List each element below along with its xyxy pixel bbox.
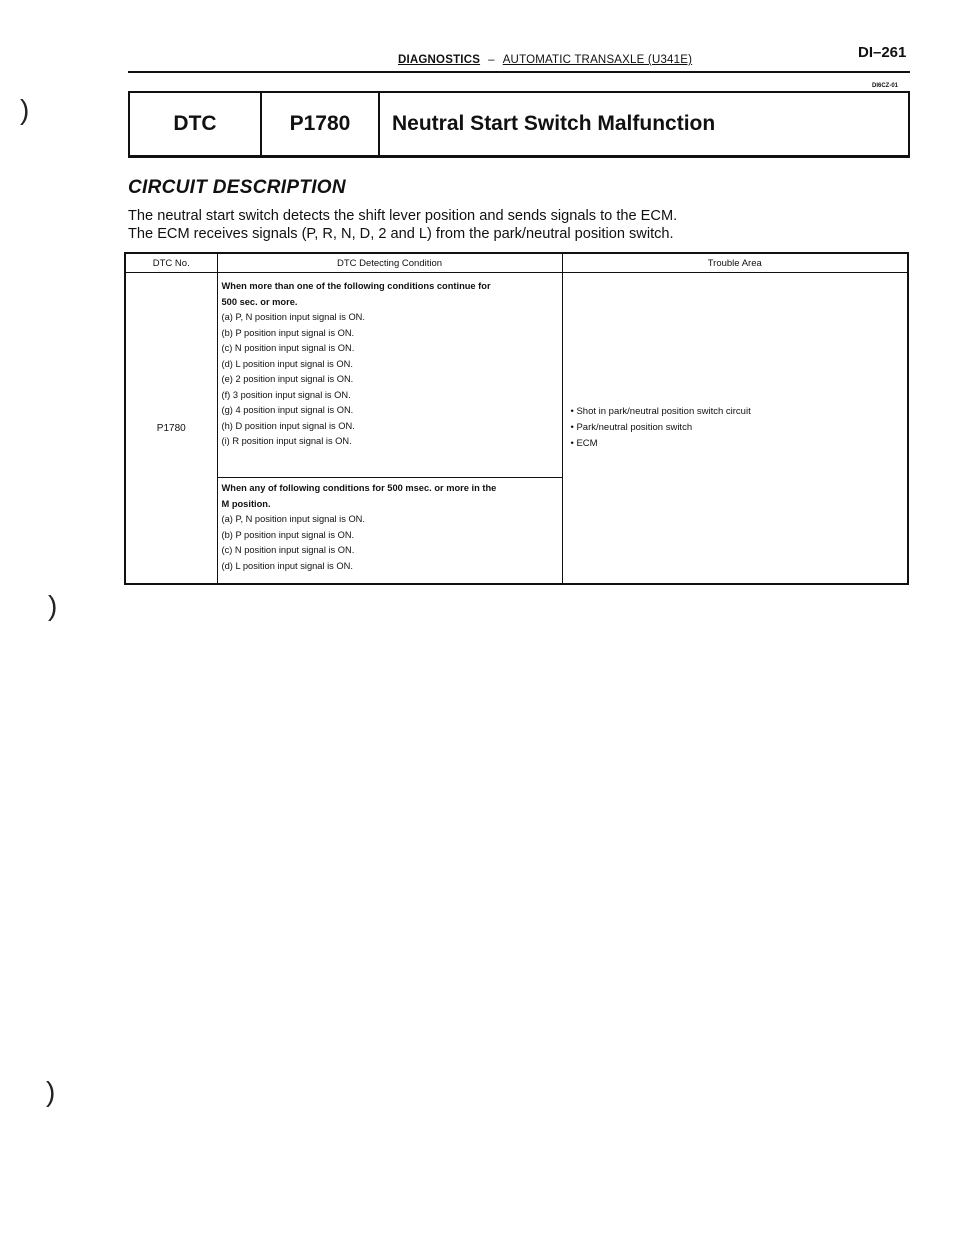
running-header [398,54,692,66]
condition-cell-1 [217,273,562,478]
condition-cell-2 [217,478,562,585]
header-subsystem: AUTOMATIC TRANSAXLE (U341E) [502,54,693,66]
dtc-label: DTC [130,93,262,155]
condition-line: When more than one of the following conditions continue for [221,281,491,291]
column-header-condition: DTC Detecting Condition [217,253,562,273]
condition-line: (a) P, N position input signal is ON. [221,312,365,322]
condition-line: (d) L position input signal is ON. [221,560,353,571]
trouble-area-item: • ECM [570,438,598,449]
header-section: DIAGNOSTICS [398,54,481,66]
description-line-2: The ECM receives signals (P, R, N, D, 2 and L) from the park/neutral position switch. [128,226,674,242]
condition-line: 500 sec. or more. [221,296,298,307]
description-line-1: The neutral start switch detects the shift lever position and sends signals to the ECM. [128,208,678,224]
column-header-trouble-area: Trouble Area [562,253,908,273]
binder-mark: ) [46,1076,56,1107]
condition-line: M position. [221,498,271,509]
binder-mark: ) [48,590,58,621]
condition-line: (b) P position input signal is ON. [221,529,355,540]
table-header-row [125,253,908,273]
binder-mark: ) [20,94,30,125]
header-rule [128,71,910,73]
doc-code: DI6CZ-01 [872,83,899,89]
condition-line: (i) R position input signal is ON. [221,436,352,446]
column-header-dtc-no: DTC No. [125,253,217,273]
dtc-code: P1780 [262,93,380,155]
dtc-title: Neutral Start Switch Malfunction [392,112,716,135]
condition-line: (f) 3 position input signal is ON. [221,389,351,400]
trouble-area-cell [562,273,908,585]
condition-line: (g) 4 position input signal is ON. [221,405,354,415]
condition-line: (c) N position input signal is ON. [221,343,355,353]
dtc-table [124,252,909,585]
trouble-area-item: • Shot in park/neutral position switch circuit [570,406,751,417]
condition-line: (d) L position input signal is ON. [221,358,353,369]
dtc-title-box [128,91,910,158]
page-number: DI–261 [858,44,907,61]
condition-line: (c) N position input signal is ON. [221,545,355,555]
table-row [125,273,908,478]
condition-line: (a) P, N position input signal is ON. [221,514,365,524]
trouble-area-item: • Park/neutral position switch [570,422,693,433]
condition-line: (e) 2 position input signal is ON. [221,374,354,384]
condition-line: (b) P position input signal is ON. [221,327,355,338]
header-separator: – [488,54,495,66]
section-heading: CIRCUIT DESCRIPTION [128,177,346,198]
dtc-number-cell: P1780 [125,273,217,585]
condition-line: When any of following conditions for 500 msec. or more in the [221,483,497,493]
condition-line: (h) D position input signal is ON. [221,420,355,431]
